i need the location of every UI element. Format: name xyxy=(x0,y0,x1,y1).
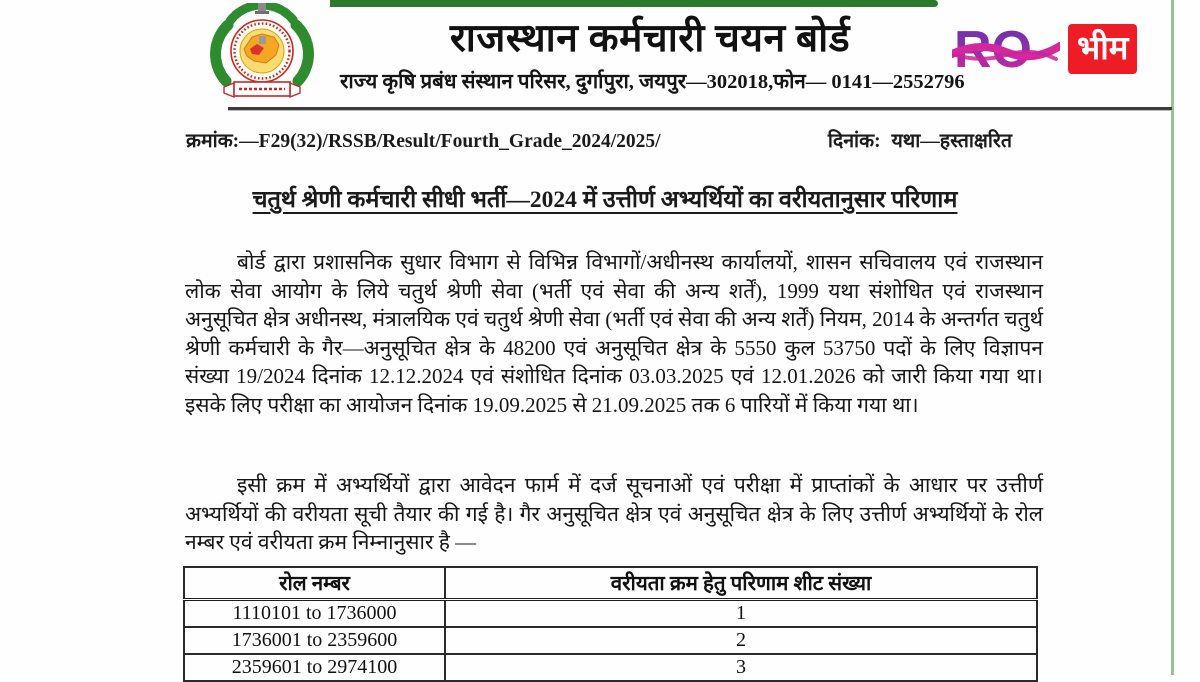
table-row xyxy=(184,600,1037,628)
roll-range: 2359601 to 2974100 xyxy=(184,654,445,681)
col-header-roll-number: रोल नम्बर xyxy=(184,567,445,600)
top-green-bar xyxy=(330,0,938,7)
ro-bhim-logo xyxy=(952,20,1152,78)
rajasthan-board-emblem-icon xyxy=(204,3,320,109)
rssb-emblem-logo xyxy=(204,3,320,109)
table-header-row xyxy=(184,567,1037,600)
reference-number: क्रमांक:—F29(32)/RSSB/Result/Fourth_Grade_2024/2025/ xyxy=(186,131,661,152)
sheet-number: 2 xyxy=(445,627,1037,654)
table-row xyxy=(184,654,1037,681)
reference-row xyxy=(186,126,1012,153)
date-value: यथा—हस्ताक्षरित xyxy=(891,131,1012,152)
col-header-result-sheet: वरीयता क्रम हेतु परिणाम शीट संख्या xyxy=(445,567,1037,600)
svg-text:RO: RO xyxy=(954,21,1032,77)
roll-range: 1736001 to 2359600 xyxy=(184,627,445,654)
right-green-border xyxy=(1171,0,1174,675)
table-row xyxy=(184,627,1037,654)
ro-logo-icon xyxy=(952,21,1060,77)
sheet-number: 1 xyxy=(445,600,1037,628)
bhim-badge: भीम xyxy=(1068,24,1137,74)
body-paragraph-1: बोर्ड द्वारा प्रशासनिक सुधार विभाग से विभिन्न विभागों/अधीनस्थ कार्यालयों, शासन सचिवालय एवं राजस्थान लोक सेवा आयोग के लिये चतुर्थ श्रेणी सेवा (भर्ती एवं सेवा की अन्य शर्तें), 1999 यथा संशोधित एवं राजस्थान अनुसूचित क्षेत्र अधीनस्थ, मंत्रालयिक एवं चतुर्थ श्रेणी सेवा (भर्ती एवं सेवा की अन्य शर्तें) नियम, 2014 के अन्तर्गत चतुर्थ श्रेणी कर्मचारी के गैर—अनुसूचित क्षेत्र के 48200 एवं अनुसूचित क्षेत्र के 5550 कुल 53750 पदों के लिए विज्ञापन संख्या 19/2024 दिनांक 12.12.2024 एवं संशोधित दिनांक 03.03.2025 एवं 12.01.2026 को जारी किया गया था। इसके लिए परीक्षा का आयोजन दिनांक 19.09.2025 से 21.09.2025 तक 6 पारियों में किया गया था। xyxy=(185,250,1043,417)
org-address: राज्य कृषि प्रबंध संस्थान परिसर, दुर्गापुरा, जयपुर—302018,फोन— 0141—2552796 xyxy=(340,71,965,93)
roll-range: 1110101 to 1736000 xyxy=(184,600,445,628)
result-sheet-table xyxy=(183,566,1038,682)
header-divider xyxy=(228,107,1172,111)
sheet-number: 3 xyxy=(445,654,1037,681)
date-label: दिनांक: xyxy=(827,131,881,152)
letterhead xyxy=(340,16,965,95)
org-name: राजस्थान कर्मचारी चयन बोर्ड xyxy=(449,17,851,60)
document-title: चतुर्थ श्रेणी कर्मचारी सीधी भर्ती—2024 में उत्तीर्ण अभ्यर्थियों का वरीयतानुसार परिणाम xyxy=(252,187,958,213)
body-paragraph-2: इसी क्रम में अभ्यर्थियों द्वारा आवेदन फार्म में दर्ज सूचनाओं एवं परीक्षा में प्राप्तांकों के आधार पर उत्तीर्ण अभ्यर्थियों की वरीयता सूची तैयार की गई है। गैर अनुसूचित क्षेत्र एवं अनुसूचित क्षेत्र के लिए उत्तीर्ण अभ्यर्थियों के रोल नम्बर एवं वरीयता क्रम निम्नानुसार है — xyxy=(185,473,1043,554)
date-field xyxy=(828,126,1012,153)
